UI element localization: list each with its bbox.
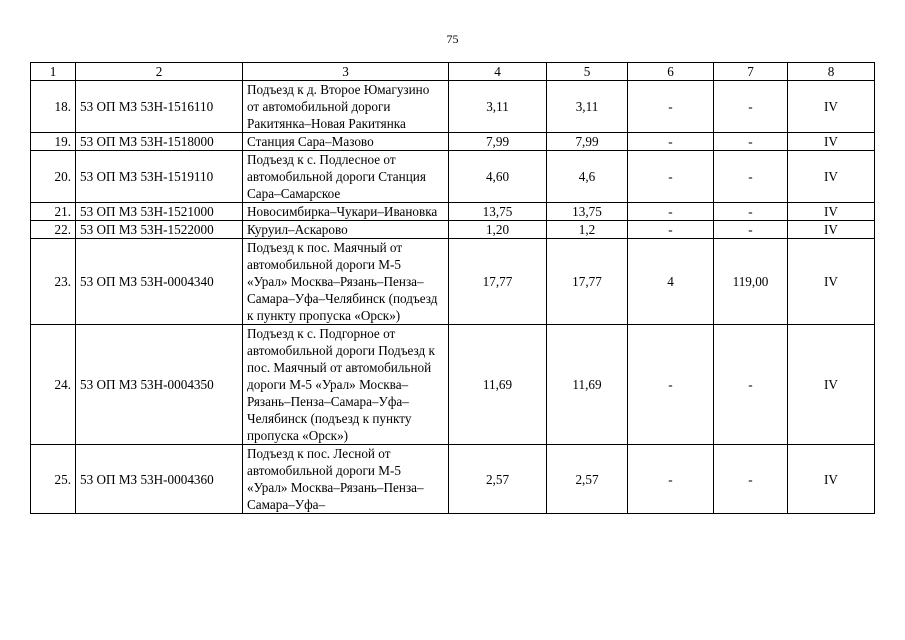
road-name: Подъезд к с. Подгорное от автомобильной дороги Подъезд к пос. Маячный от автомобильной дороги М-5 «Урал» Москва–Рязань–Пенза–Самара–Уфа–Челябинск (подъезд к пункту пропуска «Орск») <box>243 325 449 445</box>
cell-col-6: - <box>628 445 714 514</box>
row-number: 23. <box>31 239 76 325</box>
cell-col-4: 7,99 <box>449 133 547 151</box>
road-code: 53 ОП МЗ 53Н-0004350 <box>76 325 243 445</box>
table-row <box>31 221 875 239</box>
cell-col-7: - <box>714 221 788 239</box>
cell-col-4: 17,77 <box>449 239 547 325</box>
row-number: 18. <box>31 81 76 133</box>
cell-col-6: - <box>628 203 714 221</box>
cell-col-5: 7,99 <box>547 133 628 151</box>
cell-col-7: 119,00 <box>714 239 788 325</box>
table-row <box>31 151 875 203</box>
road-code: 53 ОП МЗ 53Н-1516110 <box>76 81 243 133</box>
cell-col-7: - <box>714 445 788 514</box>
header-col-4: 4 <box>449 63 547 81</box>
road-code: 53 ОП МЗ 53Н-1518000 <box>76 133 243 151</box>
road-name: Новосимбирка–Чукари–Ивановка <box>243 203 449 221</box>
cell-col-4: 3,11 <box>449 81 547 133</box>
road-category: IV <box>788 221 875 239</box>
cell-col-5: 17,77 <box>547 239 628 325</box>
table-row <box>31 445 875 514</box>
row-number: 25. <box>31 445 76 514</box>
row-number: 22. <box>31 221 76 239</box>
road-code: 53 ОП МЗ 53Н-0004360 <box>76 445 243 514</box>
road-name: Подъезд к с. Подлесное от автомобильной дороги Станция Сара–Самарское <box>243 151 449 203</box>
road-name: Подъезд к пос. Лесной от автомобильной дороги М-5 «Урал» Москва–Рязань–Пенза–Самара–Уфа– <box>243 445 449 514</box>
cell-col-5: 1,2 <box>547 221 628 239</box>
cell-col-4: 1,20 <box>449 221 547 239</box>
cell-col-7: - <box>714 133 788 151</box>
header-col-5: 5 <box>547 63 628 81</box>
cell-col-4: 2,57 <box>449 445 547 514</box>
cell-col-7: - <box>714 81 788 133</box>
cell-col-5: 11,69 <box>547 325 628 445</box>
cell-col-4: 11,69 <box>449 325 547 445</box>
row-number: 24. <box>31 325 76 445</box>
road-name: Подъезд к пос. Маячный от автомобильной дороги М-5 «Урал» Москва–Рязань–Пенза–Самара–Уфа–Челябинск (подъезд к пункту пропуска «Орск») <box>243 239 449 325</box>
road-code: 53 ОП МЗ 53Н-1521000 <box>76 203 243 221</box>
table-row <box>31 325 875 445</box>
cell-col-6: - <box>628 325 714 445</box>
cell-col-6: - <box>628 151 714 203</box>
header-col-2: 2 <box>76 63 243 81</box>
cell-col-7: - <box>714 325 788 445</box>
cell-col-7: - <box>714 203 788 221</box>
cell-col-5: 3,11 <box>547 81 628 133</box>
cell-col-6: 4 <box>628 239 714 325</box>
header-col-3: 3 <box>243 63 449 81</box>
cell-col-4: 13,75 <box>449 203 547 221</box>
road-name: Станция Сара–Мазово <box>243 133 449 151</box>
header-col-7: 7 <box>714 63 788 81</box>
header-col-1: 1 <box>31 63 76 81</box>
road-code: 53 ОП МЗ 53Н-1519110 <box>76 151 243 203</box>
cell-col-6: - <box>628 133 714 151</box>
row-number: 19. <box>31 133 76 151</box>
page-number: 75 <box>446 32 459 46</box>
road-name: Подъезд к д. Второе Юмагузино от автомобильной дороги Ракитянка–Новая Ракитянка <box>243 81 449 133</box>
road-name: Куруил–Аскарово <box>243 221 449 239</box>
road-category: IV <box>788 203 875 221</box>
cell-col-6: - <box>628 81 714 133</box>
road-category: IV <box>788 151 875 203</box>
table-row <box>31 203 875 221</box>
cell-col-4: 4,60 <box>449 151 547 203</box>
roads-table <box>30 62 875 514</box>
header-col-6: 6 <box>628 63 714 81</box>
road-code: 53 ОП МЗ 53Н-0004340 <box>76 239 243 325</box>
cell-col-5: 4,6 <box>547 151 628 203</box>
cell-col-5: 2,57 <box>547 445 628 514</box>
cell-col-5: 13,75 <box>547 203 628 221</box>
row-number: 20. <box>31 151 76 203</box>
table-row <box>31 81 875 133</box>
table-row <box>31 239 875 325</box>
header-col-8: 8 <box>788 63 875 81</box>
header-row <box>31 63 875 81</box>
cell-col-6: - <box>628 221 714 239</box>
road-code: 53 ОП МЗ 53Н-1522000 <box>76 221 243 239</box>
road-category: IV <box>788 81 875 133</box>
road-category: IV <box>788 239 875 325</box>
row-number: 21. <box>31 203 76 221</box>
cell-col-7: - <box>714 151 788 203</box>
road-category: IV <box>788 133 875 151</box>
road-category: IV <box>788 325 875 445</box>
road-category: IV <box>788 445 875 514</box>
table-row <box>31 133 875 151</box>
